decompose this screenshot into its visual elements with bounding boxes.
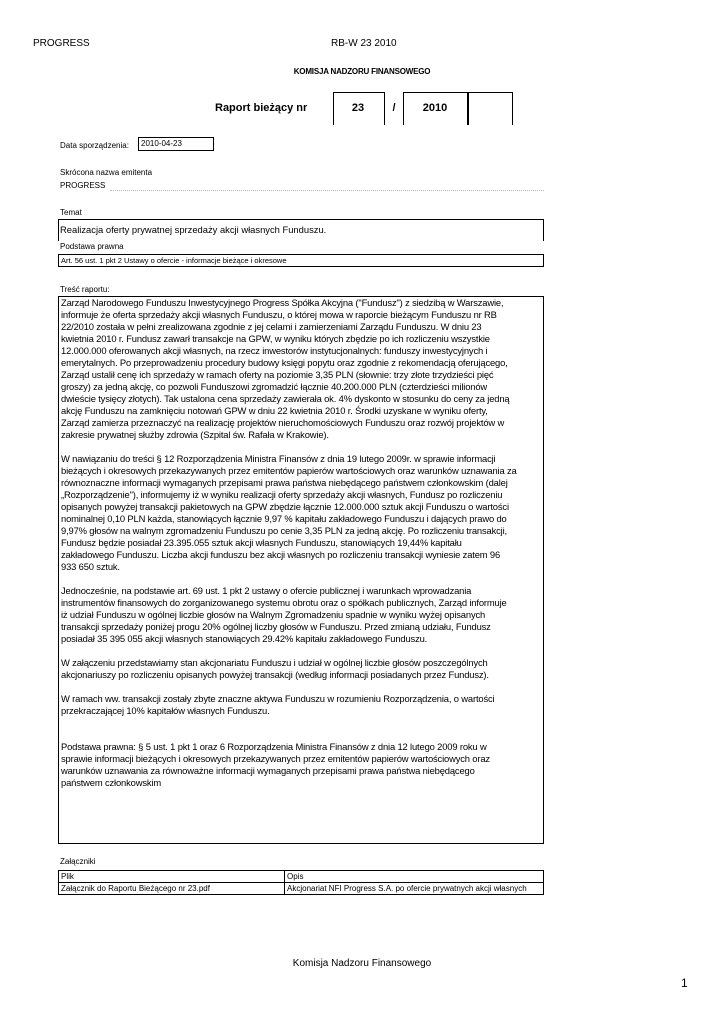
page-number: 1 xyxy=(681,976,688,990)
content-paragraph-6: Podstawa prawna: § 5 ust. 1 pkt 1 oraz 6 Rozporządzenia Ministra Finansów z dnia 12 lutego 2009 roku w sprawie informacji bieżących i okresowych przekazywanych przez emitentów papierów wartościowych oraz warunków uznawania za równoważne informacji wymaganych przepisami prawa państwa niebędącego państwem członkowskim xyxy=(61,741,490,788)
date-value: 2010-04-23 xyxy=(141,139,182,148)
legal-basis-field xyxy=(58,254,544,267)
content-paragraph-4: W załączeniu przedstawiamy stan akcjonariatu Funduszu i udział w ogólnej liczbie głosów poszczególnych akcjonariuszy po rozliczeniu opisanych powyżej transakcji (według informacji posiadanych przez Fundusz). xyxy=(61,657,489,680)
attachments-table xyxy=(58,870,544,895)
header-right: RB-W 23 2010 xyxy=(331,38,397,49)
legal-basis-value: Art. 56 ust. 1 pkt 2 Ustawy o ofercie - informacje bieżące i okresowe xyxy=(61,256,287,265)
attachments-col-desc: Opis xyxy=(285,871,544,883)
content-box xyxy=(58,296,544,844)
subject-label: Temat xyxy=(60,208,82,217)
attachments-table-wrap xyxy=(58,870,544,895)
attachment-file[interactable]: Załącznik do Raportu Bieżącego nr 23.pdf xyxy=(59,883,285,895)
header-left: PROGRESS xyxy=(33,38,90,49)
content-label: Treść raportu: xyxy=(60,285,110,294)
content-paragraph-5: W ramach ww. transakcji zostały zbyte znaczne aktywa Funduszu w rozumieniu Rozporządzenia, o wartości przekraczającej 10% kapitałów własnych Funduszu. xyxy=(61,693,495,716)
content-paragraph-1: Zarząd Narodowego Funduszu Inwestycyjnego Progress Spółka Akcyjna ("Fundusz") z siedzibą w Warszawie, informuje że oferta sprzedaży akcji własnych Funduszu, o której mowa w raporcie bieżącym Funduszu nr RB 22/2010 została w pełni zrealizowana zgodnie z jej celami i zamierzeniami Zarządu Funduszu. W dniu 23 kwietnia 2010 r. Fundusz zawarł transakcje na GPW, w wyniku których zbędzie po ich rozliczeniu wszystkie 12.000.000 oferowanych akcji własnych, na rzecz inwestorów instytucjonalnych: funduszy inwestycyjnych i emerytalnych. Po przeprowadzeniu procedury budowy księgi popytu oraz zgodnie z rekomendacją oferującego, Zarząd ustalił cenę ich sprzedaży w ramach oferty na poziomie 3,35 PLN (słownie: trzy złote trzydzieści pięć groszy) za jedną akcję, co pozwoli Funduszowi zgromadzić łącznie 40.200.000 PLN (czterdzieści milionów dwieście tysięcy złotych). Tak ustalona cena sprzedaży zawierała ok. 4% dyskonto w stosunku do ceny za jedną akcję Funduszu na zamknięciu notowań GPW w dniu 22 kwietnia 2010 r. Środki uzyskane w wyniku oferty, Zarząd zamierza przeznaczyć na realizację projektów nieruchomościowych Funduszu oraz rozwój projektów w zakresie prywatnej służby zdrowia (Szpital św. Rafała w Krakowie). xyxy=(61,297,510,440)
content-paragraph-2: W nawiązaniu do treści § 12 Rozporządzenia Ministra Finansów z dnia 19 lutego 2009r. w sprawie informacji bieżących i okresowych przekazywanych przez emitentów papierów wartościowych oraz warunków uznawania za równoznaczne informacji wymaganych przepisami prawa państwa niebędącego państwem członkowskim (dalej „Rozporządzenie"), informujemy iż w wyniku realizacji oferty sprzedaży akcji własnych, Fundusz po rozliczeniu opisanych powyżej transakcji pakietowych na GPW zbędzie łącznie 12.000.000 sztuk akcji Funduszu o wartości nominalnej 0,10 PLN każda, stanowiących łącznie 9,97 % kapitału zakładowego Funduszu i dających prawo do 9,97% głosów na walnym zgromadzeniu Funduszu po cenie 3,35 PLN za jedną akcję. Po rozliczeniu transakcji, Fundusz będzie posiadał 23.395.055 sztuk akcji własnych Funduszu, stanowiących 19,44% kapitału zakładowego Funduszu. Liczba akcji funduszu bez akcji własnych po rozliczeniu transakcji wyniesie zatem 96 933 650 sztuk. xyxy=(61,453,517,572)
issuer-dotted-line xyxy=(110,190,544,191)
report-year: 2010 xyxy=(422,102,448,114)
report-number: 23 xyxy=(351,102,365,114)
attachment-desc: Akcjonariat NFI Progress S.A. po ofercie prywatnych akcji własnych xyxy=(285,883,544,895)
table-row xyxy=(59,883,544,895)
subject-value: Realizacja oferty prywatnej sprzedaży akcji własnych Funduszu. xyxy=(60,224,327,235)
date-label: Data sporządzenia: xyxy=(60,141,129,150)
attachments-col-file: Plik xyxy=(59,871,285,883)
attachments-label: Załączniki xyxy=(60,857,96,866)
footer: Komisja Nadzoru Finansowego xyxy=(292,958,432,969)
legal-basis-label: Podstawa prawna xyxy=(60,242,124,251)
report-separator: / xyxy=(392,102,396,114)
attachments-header-row xyxy=(59,871,544,883)
date-field xyxy=(138,137,214,151)
report-extra-box xyxy=(467,92,513,125)
issuer-label: Skrócona nazwa emitenta xyxy=(60,168,153,177)
commission-title: KOMISJA NADZORU FINANSOWEGO xyxy=(293,67,431,76)
content-paragraph-3: Jednocześnie, na podstawie art. 69 ust. 1 pkt 2 ustawy o ofercie publicznej i warunkach wprowadzania instrumentów finansowych do zorganizowanego systemu obrotu oraz o spółkach publicznych, Zarząd informuje iż udział Funduszu w ogólnej liczbie głosów na Walnym Zgromadzeniu spadnie w wyniku wyżej opisanych transakcji sprzedaży poniżej progu 20% ogólnej liczby głosów w Funduszu. Przed zmianą udziału, Fundusz posiadał 35 395 055 akcji własnych stanowiących 29.42% kapitału zakładowego Funduszu. xyxy=(61,585,507,644)
report-title: Raport bieżący nr xyxy=(215,102,308,114)
issuer-value: PROGRESS xyxy=(60,181,106,190)
